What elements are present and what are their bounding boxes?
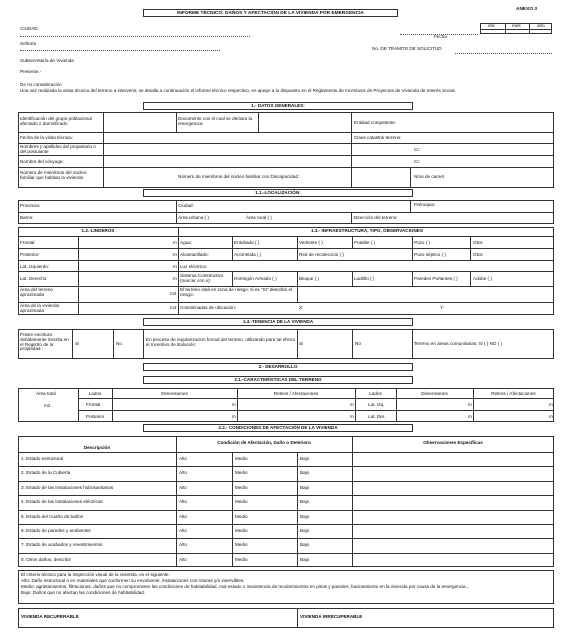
s1-conyuge: Nombre del cónyuge: (20, 159, 64, 164)
s2-title: 2.- DESARROLLO (258, 364, 298, 369)
s11-barrio: Barrio: (20, 215, 34, 220)
s22-col-line (232, 510, 233, 524)
s22-level-alto[interactable]: Alto (179, 456, 187, 461)
s22-title-box (143, 424, 413, 432)
s21-m-8: m (549, 414, 553, 419)
s22-col-line (232, 524, 233, 538)
s22-level-alto[interactable]: Alto (179, 484, 187, 490)
s14-title: 1.4.-TENENCIA DE LA VIVIENDA (242, 319, 314, 324)
s12-unit-6: m2 (170, 305, 177, 310)
fecha-label: Fecha (434, 34, 447, 39)
s13-title: 1.3.- INFRAESTRUCTURA, TIPO, OBSERVACIONES (311, 228, 423, 233)
s14-posee: Posee escritura debidamente inscrita en el Registro de la propiedad : (20, 332, 69, 352)
s12-unit-1: m (173, 240, 177, 245)
senoria-label: Señoría (20, 41, 37, 46)
s22-level-bajo[interactable]: Bajo (300, 556, 310, 562)
footer-box (18, 608, 554, 628)
s22-level-bajo[interactable]: Bajo (300, 484, 310, 490)
s22-level-alto[interactable]: Alto (179, 499, 187, 505)
s12-title: 1.2.-LINDEROS (81, 228, 115, 233)
s1-carnet: Nros de carnet (414, 174, 445, 179)
s13-agua-otra: Otra: (473, 240, 484, 245)
s22-item-label: 8. Otros daños, describir (21, 556, 72, 562)
s12-unit-4: m (173, 276, 177, 281)
s22-level-alto[interactable]: Alto (179, 556, 187, 562)
s14-si-1[interactable]: Si (75, 341, 80, 346)
s22-col-line (297, 452, 298, 466)
s13-bloque[interactable]: Bloque ( ) (299, 276, 319, 281)
s22-level-medio[interactable]: Medio (235, 499, 248, 505)
s14-proceso: En proceso de regularización formal del terreno, utilizando para tal efecto el Incentivo de titulación: (146, 337, 296, 347)
s22-level-bajo[interactable]: Bajo (300, 499, 310, 505)
s22-item-label: 2. Estado de la Cubierta (21, 470, 71, 476)
s22-item-label: 3. Estado de las Instalaciones hidrosanitarias (21, 484, 114, 490)
s22-row-line (18, 553, 554, 554)
s13-alcantarillado: Alcantarillado: (180, 252, 209, 257)
s13-pozo-septico[interactable]: Pozo séptico ( ) (414, 252, 446, 257)
s22-row-line (18, 452, 554, 453)
s21-m-7: m (468, 414, 472, 419)
subsecretaria: Subsecretaría de Vivienda (20, 58, 74, 63)
s13-adobe[interactable]: Adobe ( ) (473, 276, 492, 281)
s22-col-line (297, 553, 298, 567)
s1-clave: Clave catastral terreno: (354, 135, 402, 140)
vivienda-recuperable[interactable]: VIVIENDA RECUPERABLE (21, 614, 79, 619)
date-year: año (537, 23, 545, 28)
s1-ci-2: CI: (414, 159, 420, 164)
s21-posterior: Posterior (86, 414, 105, 419)
s21-title: 2.1.-CARACTERÍSTICAS DEL TERRENO (234, 377, 322, 382)
s1-entidad: Entidad competente: (354, 120, 397, 125)
s22-row-line (18, 524, 554, 525)
s22-item-label: 1. Estado estructural (21, 456, 64, 461)
s12-lat-der: Lat. Derecho: (20, 276, 48, 281)
s11-area-rural[interactable]: Área rural ( ) (246, 215, 272, 220)
s11-ciudad: Ciudad: (178, 203, 194, 208)
s1-nombres: Nombres y apellidos del propietario o del postulante (20, 144, 96, 154)
s21-h-lados-2: Lados (369, 391, 382, 396)
s2-title-box (143, 363, 413, 371)
s1-title-box (143, 102, 413, 110)
title-box (143, 9, 398, 17)
s22-level-medio[interactable]: Medio (235, 556, 248, 562)
criterio-medio: Medio: agrietamientos, filtraciones, daños que no comprometen las condiciones de habitabilidad, mal estado o inexistencia de recubrimientos en pisos y paredes, hacinamiento en la vivienda por causa de la emergencia... (21, 584, 470, 589)
s21-m-3: m (468, 402, 472, 407)
s13-pozo[interactable]: Pozo ( ) (414, 240, 431, 245)
s21-m-4: m (549, 402, 553, 407)
s22-level-bajo[interactable]: Bajo (300, 513, 310, 519)
s22-level-bajo[interactable]: Bajo (300, 528, 310, 533)
s22-col-line (232, 495, 233, 509)
s22-level-medio[interactable]: Medio (235, 513, 248, 519)
criterio-bajo: Bajo: Daños que no afectan las condiciones de habitabilidad. (21, 590, 146, 595)
s22-row-line (18, 538, 554, 539)
s22-row-line (18, 495, 554, 496)
s21-m2: m2 (44, 403, 51, 408)
ciudad-label: CIUDAD: (20, 26, 39, 31)
s13-hormigon[interactable]: Hormigón Armado ( ) (234, 276, 277, 281)
s12-unit-5: m2 (170, 291, 177, 296)
s21-h-lados-1: Lados (88, 391, 102, 396)
s22-col-line (232, 481, 233, 495)
s11-title-box (143, 189, 413, 197)
s22-col-line (232, 452, 233, 466)
s11-direccion: Dirección del terreno: (354, 215, 398, 220)
anexo-label: ANEXO 3 (516, 7, 538, 12)
s12-lat-izq: Lat. Izquierdo: (20, 264, 50, 269)
s22-item-label: 4. Estado de las Instalaciones eléctricas (21, 499, 103, 505)
tramite-label: No. DE TRÁMITE DE SOLICITUD (372, 46, 442, 51)
s22-row-line (18, 510, 554, 511)
s22-level-medio[interactable]: Medio (235, 542, 248, 548)
s13-acometida[interactable]: Acometida ( ) (234, 252, 262, 257)
s12-unit-2: m (173, 252, 177, 257)
s21-area-total: Área total (36, 391, 56, 396)
s22-col-line (297, 495, 298, 509)
s11-area-urbana[interactable]: Área urbana ( ) (178, 215, 209, 220)
s13-red[interactable]: Red de recolección ( ) (299, 252, 344, 257)
s22-item-label: 6. Estado de paredes y ambientes (21, 528, 91, 533)
s22-item-label: 5. Estado del Cuarto de baños (21, 513, 84, 519)
s22-level-medio[interactable]: Medio (235, 456, 248, 461)
date-month: mes (512, 23, 521, 28)
s12-frontal: Frontal: (20, 240, 36, 245)
s13-alc-otra: Otra: (473, 252, 484, 257)
s22-level-medio[interactable]: Medio (235, 528, 248, 533)
s22-level-medio[interactable]: Medio (235, 484, 248, 490)
s13-ladrillo[interactable]: Ladrillo ( ) (354, 276, 375, 281)
s13-coordenadas: Coordenadas de ubicación: (180, 305, 236, 310)
s11-parroquia: Parroquia: (414, 202, 436, 207)
s13-x: X: (299, 305, 304, 310)
s22-item-label: 7. Estado de acabados y revestimientos (21, 542, 103, 548)
s1-documento: Documento con el cual se declara la emergencia: (178, 116, 253, 126)
s13-vertiente[interactable]: Vertiente ( ) (299, 240, 323, 245)
s22-h-obs: Observaciones Específicas (423, 440, 483, 445)
s21-m-1: m (232, 402, 236, 407)
presente: Presente.- (20, 69, 42, 74)
s22-col-line (297, 510, 298, 524)
vivienda-irrecuperable[interactable]: VIVIENDA IRRECUPERABLE (300, 614, 363, 619)
s22-col-line (232, 538, 233, 552)
s22-level-bajo[interactable]: Bajo (300, 542, 310, 548)
s12-posterior: Posterior: (20, 252, 40, 257)
s22-row-line (18, 481, 554, 482)
s12-area-terreno: Área del terreno aproximada (20, 287, 53, 297)
s21-m-5: m (232, 414, 236, 419)
s1-miembros: Número de miembros del núcleo familiar que habitan la vivienda (20, 170, 87, 180)
criterio-alto: Alto: Daño estructural o en materiales que conformen su envolvente, instalaciones con roturas y/o inservibles. (21, 578, 245, 583)
s11-provincia: Provincia: (20, 203, 41, 208)
s22-title: 2.2.- CONDICIONES DE AFECTACIÓN DE LA VIVIENDA (218, 425, 338, 430)
s22-h-desc: Descripción (83, 445, 111, 450)
s13-riesgo: El terreno está en zona de riesgo: si es "SI" describir el riesgo: (180, 287, 293, 297)
s22-col-line (297, 538, 298, 552)
s21-h-dim-2: Dimensiones (421, 391, 448, 396)
s12-unit-3: m (173, 264, 177, 269)
s13-y: Y: (440, 305, 445, 310)
s22-row-line (18, 466, 554, 467)
s14-no-1[interactable]: No (116, 341, 122, 346)
s13-entubada[interactable]: Entubada ( ) (234, 240, 260, 245)
s21-lat-der: Lat. Der. (368, 414, 386, 419)
s22-col-line (297, 466, 298, 480)
s13-agua: Agua: (180, 240, 193, 245)
criterio-intro: El criterio técnico para la inspección visual de la vivienda, es el siguiente: (21, 572, 170, 577)
s13-paredes[interactable]: Paredes Portantes ( ) (414, 276, 458, 281)
s1-grupo: Identificación del grupo poblacional afectado o damnificado (20, 116, 92, 126)
s22-col-line (297, 481, 298, 495)
s22-level-medio[interactable]: Medio (235, 470, 248, 476)
s21-lat-izq: Lat. Izq. (368, 402, 385, 407)
date-day: día (488, 23, 495, 28)
s22-h-cond: Condición de Afectación, Daño o Deterioro (217, 440, 311, 445)
s22-level-bajo[interactable]: Bajo (300, 456, 310, 461)
s21-m-6: m (350, 414, 354, 419)
s13-luz: Luz eléctrica: (180, 264, 208, 269)
s21-h-ret-2: Retiros / Afectaciones (491, 391, 536, 396)
s1-discapacidad: Número de miembros del núcleo familiar con Discapacidad : (178, 174, 301, 179)
s21-m-2: m (350, 402, 354, 407)
s22-level-alto[interactable]: Alto (179, 470, 187, 476)
s1-fecha-visita: Fecha de la visita técnica: (20, 135, 73, 140)
s12-area-vivienda: Área de la vivienda aproximada (20, 303, 60, 313)
s21-h-ret-1: Retiros / Afectaciones (273, 391, 319, 396)
s21-h-dim-1: Dimensiones (161, 391, 188, 396)
intro-text: Una vez realizada la visita técnica del terreno a intervenir, se detalla a continuación el informe técnico respectivo, en apego a lo dispuesto en el Reglamento de Incentivos de Proyectos de Vivienda de Interés Social. (20, 88, 456, 93)
s14-si-2[interactable]: Si (299, 341, 304, 346)
s13-potable[interactable]: Potable ( ) (354, 240, 376, 245)
s22-col-line (232, 466, 233, 480)
document-title: INFORME TÉCNICO: DAÑOS Y AFECTACIÓN DE LA VIVIENDA POR EMERGENCIA (177, 11, 364, 16)
s1-title: 1.- DATOS GENERALES: (251, 103, 305, 108)
s11-title: 1.1.-LOCALIZACIÓN: (255, 190, 301, 195)
s1-ci-1: CI: (414, 147, 420, 152)
s22-level-alto[interactable]: Alto (179, 528, 187, 533)
s14-title-box (143, 318, 413, 326)
s13-sistema: Sistema Constructivo (marcar con x): (180, 273, 224, 283)
consideracion: De mi consideración (20, 82, 62, 87)
s21-title-box (143, 376, 413, 384)
s14-no-2[interactable]: No (355, 341, 361, 346)
s22-col-line (232, 553, 233, 567)
s14-comunitarios[interactable]: Terreno en áreas comunitarias: Si ( ) NO ( ) (414, 341, 503, 346)
s21-frontal: Frontal (86, 402, 101, 407)
s22-col-line (297, 524, 298, 538)
s22-level-alto[interactable]: Alto (179, 542, 187, 548)
s22-level-bajo[interactable]: Bajo (300, 470, 310, 476)
s22-level-alto[interactable]: Alto (179, 513, 187, 519)
